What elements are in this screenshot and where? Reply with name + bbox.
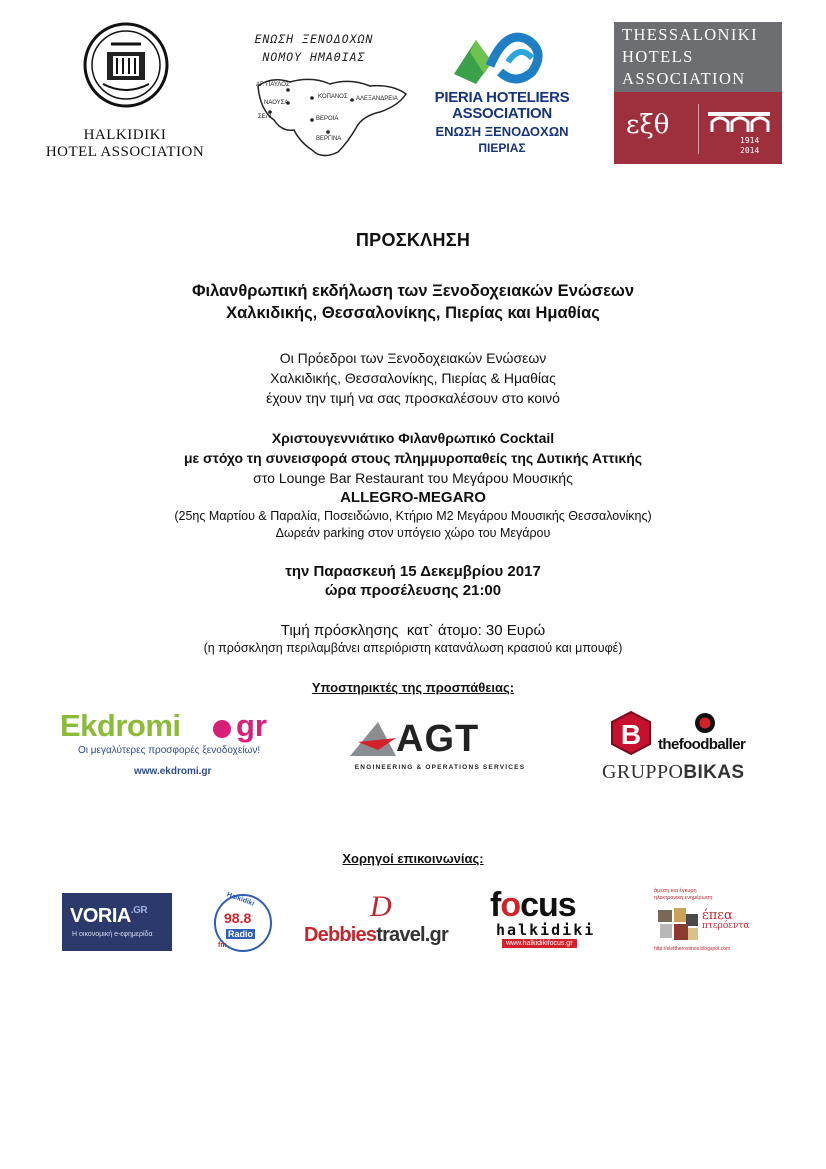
venue-address: (25ης Μαρτίου & Παραλία, Ποσειδώνιο, Κτήριο Μ2 Μεγάρου Μουσικής Θεσσαλονίκης): [174, 509, 652, 523]
page-title: ΠΡΟΣΚΛΗΣΗ: [355, 230, 471, 250]
agt-arrow-icon: [348, 720, 398, 760]
thess-line2: HOTELS: [622, 47, 694, 66]
map-city-1: ΑΓ. ΠΑΥΛΟΣ: [256, 82, 290, 88]
agt-logo: [342, 716, 538, 778]
voria-word: VORIA: [70, 905, 131, 927]
venue-name: ALLEGRO-MEGARO: [340, 489, 486, 506]
event-line1: Χριστουγεννιάτικο Φιλανθρωπικό Cocktail: [271, 430, 555, 446]
gruppo-word: GRUPPO: [602, 761, 684, 783]
epea-name-2: πτερόεντα: [702, 921, 750, 931]
intro-line1: Οι Πρόεδροι των Ξενοδοχειακών Ενώσεων: [279, 350, 547, 366]
epea-name-1: έπεα: [702, 908, 733, 923]
focus-halkidiki-logo: [486, 886, 618, 954]
supporters-heading: Υποστηρικτές της προσπάθειας:: [311, 680, 515, 695]
thessaloniki-association-logo: [614, 22, 782, 164]
foodballer-ball-icon: [694, 712, 716, 734]
thess-mark: εξθ: [626, 110, 670, 140]
map-city-5: ΣΕΛΙ: [258, 114, 272, 120]
focus-o: o: [500, 886, 521, 924]
thess-line1: THESSALONIKI: [622, 25, 758, 44]
map-city-7: ΒΕΡΓΙΝΑ: [316, 136, 342, 142]
imathia-line2: ΝΟΜΟΥ ΗΜΑΘΙΑΣ: [262, 50, 366, 64]
ekdromi-tld: gr: [236, 708, 267, 743]
focus-rest: cus: [520, 886, 576, 924]
halkidiki-line2: HOTEL ASSOCIATION: [45, 144, 205, 160]
thess-years: [740, 136, 759, 156]
thess-year2: 2014: [740, 146, 760, 155]
thessaloniki-name-block: [614, 22, 782, 92]
radio-label: Radio: [228, 929, 254, 939]
svg-text:B: B: [620, 719, 642, 750]
epea-name: [702, 910, 749, 932]
debbies-word: Debbies: [304, 924, 377, 946]
focus-url: www.halkidikifocus.gr: [502, 939, 577, 948]
epea-tagline: [654, 888, 712, 902]
thessaloniki-mark-block: [614, 92, 782, 164]
foodballer-name: thefoodballer: [658, 736, 746, 753]
thess-divider: [698, 104, 699, 154]
debbies-mark: D: [370, 890, 392, 923]
focus-region: halkidiki: [496, 921, 596, 939]
halkidiki-line1: HALKIDIKI: [83, 127, 167, 143]
parking-note: Δωρεάν parking στον υπόγειο χώρο του Μεγάρου: [275, 526, 551, 540]
ekdromi-dot-icon: [213, 720, 231, 738]
arch-icon: [706, 110, 772, 134]
debbies-name: [304, 924, 448, 947]
radio-fm: fm: [218, 942, 227, 949]
gruppo-bikas-logo: [602, 708, 772, 784]
epea-tagline-2: ηλεκτρονική ενημέρωση: [654, 895, 713, 901]
pieria-line2: ASSOCIATION: [452, 105, 552, 122]
price-note: (η πρόσκληση περιλαμβάνει απεριόριστη κατανάλωση κρασιού και μπουφέ): [203, 641, 623, 655]
halkidiki-radio-logo: [210, 890, 274, 954]
map-city-4: ΑΛΕΞΑΝΔΡΕΙΑ: [356, 96, 398, 102]
bikas-b-badge-icon: [610, 710, 652, 756]
voria-logo: [62, 893, 172, 951]
gruppo-bikas-name: [602, 761, 744, 784]
agt-name: AGT: [396, 718, 480, 760]
focus-name: [490, 886, 576, 925]
halkidiki-emblem: [83, 22, 169, 108]
bikas-word: BIKAS: [683, 762, 745, 783]
imathia-line1: ΕΝΩΣΗ ΞΕΝΟΔΟΧΩΝ: [254, 32, 374, 46]
event-line2: με στόχο τη συνεισφορά στους πλημμυροπαθείς της Δυτικής Αττικής: [183, 450, 643, 466]
epea-tagline-1: άμεση και έγκυρη: [654, 888, 697, 894]
pieria-line4: ΠΙΕΡΙΑΣ: [478, 141, 526, 155]
ekdromi-name: Ekdromi: [60, 708, 181, 743]
voria-tld: .GR: [130, 905, 148, 916]
epea-url: http://eleftherostinos.blogspot.com: [654, 946, 731, 952]
focus-f: f: [490, 886, 501, 924]
map-city-2: ΝΑΟΥΣΑ: [264, 100, 289, 106]
epea-pteroenta-logo: [650, 888, 766, 958]
thess-line3: ASSOCIATION: [622, 69, 746, 88]
pieria-line1: PIERIA HOTELIERS: [434, 89, 570, 106]
radio-region: Halkidiki: [225, 891, 256, 908]
event-time: ώρα προσέλευσης 21:00: [324, 582, 502, 599]
map-city-6: ΒΕΡΟΙΑ: [316, 116, 339, 122]
event-date: την Παρασκευή 15 Δεκεμβρίου 2017: [285, 563, 541, 580]
pieria-association-name: [420, 90, 584, 156]
imathia-association-title: [228, 30, 400, 66]
ticket-price: Τιμή πρόσκλησης κατ` άτομο: 30 Ευρώ: [280, 622, 546, 639]
epea-collage-icon: [656, 906, 700, 944]
ekdromi-tagline: Οι μεγαλύτερες προσφορές ξενοδοχείων!: [78, 745, 261, 756]
pieria-line3: ΕΝΩΣΗ ΞΕΝΟΔΟΧΩΝ: [435, 124, 569, 139]
subtitle-line1: Φιλανθρωπική εκδήλωση των Ξενοδοχειακών Ενώσεων: [191, 282, 635, 300]
media-sponsors-heading: Χορηγοί επικοινωνίας:: [342, 851, 484, 866]
map-city-3: ΚΟΠΑΝΟΣ: [318, 94, 348, 100]
pieria-logo-mark: [446, 22, 556, 92]
voria-tagline: Η οικονομική e-εφημερίδα: [72, 931, 153, 938]
travel-word: travel.gr: [376, 924, 448, 946]
imathia-map: [252, 72, 412, 164]
subtitle-line2: Χαλκιδικής, Θεσσαλονίκης, Πιερίας και Ημαθίας: [226, 304, 600, 322]
intro-line3: έχουν την τιμή να σας προσκαλέσουν στο κοινό: [266, 390, 560, 406]
agt-subtitle: ENGINEERING & OPERATIONS SERVICES: [354, 764, 526, 771]
debbies-travel-logo: [302, 890, 476, 956]
event-line3: στο Lounge Bar Restaurant του Μεγάρου Μουσικής: [253, 470, 573, 486]
radio-frequency: 98.8: [224, 910, 252, 926]
ekdromi-url: www.ekdromi.gr: [134, 766, 212, 777]
ekdromi-logo: [60, 708, 282, 780]
voria-name: [70, 905, 147, 928]
intro-line2: Χαλκιδικής, Θεσσαλονίκης, Πιερίας & Ημαθίας: [270, 370, 556, 386]
thess-year1: 1914: [740, 136, 760, 145]
halkidiki-association-name: [40, 127, 210, 161]
